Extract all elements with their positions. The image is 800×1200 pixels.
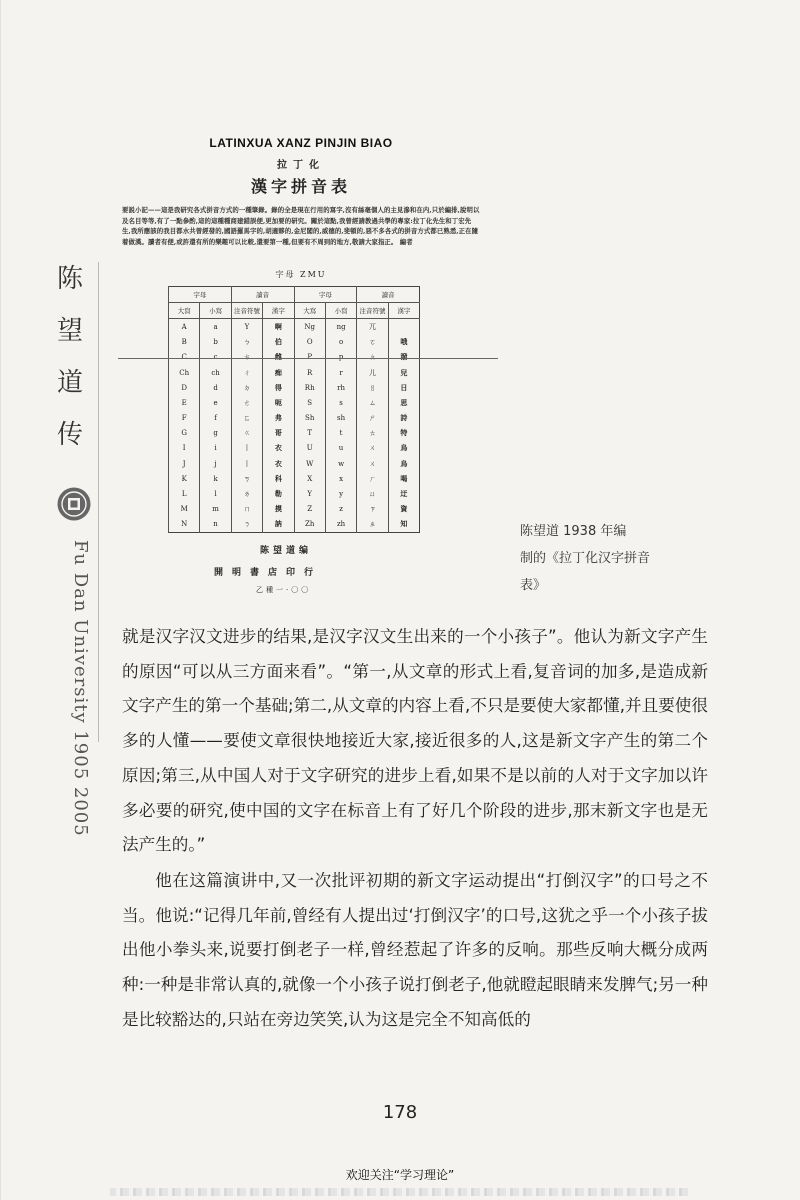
table-group-header: 讀音 bbox=[231, 287, 294, 303]
table-row bbox=[169, 395, 420, 410]
table-cell: zh bbox=[325, 517, 356, 533]
table-cell: 儿 bbox=[357, 365, 388, 380]
table-cell: 特 bbox=[388, 426, 419, 441]
table-cell: 兒 bbox=[388, 365, 419, 380]
table-cell: ㄓ bbox=[357, 517, 388, 533]
table-cell: i bbox=[200, 441, 231, 456]
table-cell: Rh bbox=[294, 380, 325, 395]
table-cell: U bbox=[294, 441, 325, 456]
table-cell: f bbox=[200, 411, 231, 426]
table-cell: s bbox=[325, 395, 356, 410]
latinxua-chart-figure bbox=[122, 136, 480, 606]
table-row bbox=[169, 411, 420, 426]
table-row bbox=[169, 319, 420, 335]
table-column-header-row bbox=[169, 303, 420, 319]
figure-publisher: 開明書店印行 bbox=[214, 568, 323, 578]
figure-caption bbox=[520, 518, 650, 599]
table-row bbox=[169, 471, 420, 486]
table-cell: 日 bbox=[388, 380, 419, 395]
table-cell: g bbox=[200, 426, 231, 441]
table-cell: G bbox=[169, 426, 200, 441]
alphabet-table-body bbox=[169, 319, 420, 533]
table-cell: J bbox=[169, 456, 200, 471]
table-cell: ㄅ bbox=[231, 335, 262, 350]
table-cell: ㄍ bbox=[231, 426, 262, 441]
table-cell: A bbox=[169, 319, 200, 335]
table-row bbox=[169, 380, 420, 395]
table-cell: 勒 bbox=[263, 486, 294, 501]
table-cell: sh bbox=[325, 411, 356, 426]
table-cell: ㄏ bbox=[357, 471, 388, 486]
table-cell: ㄊ bbox=[357, 426, 388, 441]
table-cell: ㄖ bbox=[357, 380, 388, 395]
table-row bbox=[169, 426, 420, 441]
table-row bbox=[169, 335, 420, 350]
table-cell: 痴 bbox=[263, 365, 294, 380]
table-cell: T bbox=[294, 426, 325, 441]
table-cell: 弗 bbox=[263, 411, 294, 426]
table-cell: 思 bbox=[388, 395, 419, 410]
table-cell: M bbox=[169, 502, 200, 517]
table-cell: 詩 bbox=[388, 411, 419, 426]
side-title-char: 道 bbox=[56, 368, 83, 398]
table-cell: 得 bbox=[263, 380, 294, 395]
table-cell: Zh bbox=[294, 517, 325, 533]
side-title-char: 传 bbox=[56, 420, 83, 450]
table-cell: n bbox=[200, 517, 231, 533]
table-cell: C bbox=[169, 350, 200, 365]
table-column-header: 小寫 bbox=[325, 303, 356, 319]
table-cell: m bbox=[200, 502, 231, 517]
table-cell: ㄋ bbox=[231, 517, 262, 533]
table-row bbox=[169, 456, 420, 471]
page-number: 178 bbox=[382, 1102, 418, 1123]
table-cell: Y bbox=[231, 319, 262, 335]
side-title-char: 望 bbox=[56, 316, 83, 346]
table-row bbox=[169, 365, 420, 380]
figure-editor: 陈望道编 bbox=[260, 546, 313, 556]
table-cell: a bbox=[200, 319, 231, 335]
table-cell: y bbox=[325, 486, 356, 501]
table-cell: Sh bbox=[294, 411, 325, 426]
table-cell: ㄔ bbox=[231, 365, 262, 380]
table-cell: w bbox=[325, 456, 356, 471]
table-cell: ㄉ bbox=[231, 380, 262, 395]
table-cell: u bbox=[325, 441, 356, 456]
table-row bbox=[169, 441, 420, 456]
table-row bbox=[169, 502, 420, 517]
table-cell: ㄩ bbox=[357, 486, 388, 501]
table-cell: p bbox=[325, 350, 356, 365]
table-cell: ㄌ bbox=[231, 486, 262, 501]
table-cell: I bbox=[169, 441, 200, 456]
body-paragraph: 就是汉字汉文进步的结果,是汉字汉文生出来的一个小孩子”。他认为新文字产生的原因“可以从三方面来看”。“第一,从文章的形式上看,复音词的加多,是造成新文字产生的第一个基础;第二,从文章的内容上看,不只是要使大家都懂,并且要使很多的人懂——要使文章很快地接近大家,接近很多的人,这是新文字产生的第二个原因;第三,从中国人对于文字研究的进步上看,如果不是以前的人对于文字加以许多必要的研究,使中国的文字在标音上有了好几个阶段的进步,那末新文字也是无法产生的。” bbox=[122, 627, 708, 855]
table-group-header-row bbox=[169, 287, 420, 303]
table-cell: 伯 bbox=[263, 335, 294, 350]
table-cell: 潑 bbox=[388, 350, 419, 365]
table-cell: ㄨ bbox=[357, 441, 388, 456]
table-cell: Y bbox=[294, 486, 325, 501]
table-cell: ㄇ bbox=[231, 502, 262, 517]
table-cell: D bbox=[169, 380, 200, 395]
fudan-seal-icon bbox=[56, 486, 92, 522]
table-cell: Z bbox=[294, 502, 325, 517]
figure-intro-text bbox=[122, 205, 480, 267]
table-cell: 呃 bbox=[263, 395, 294, 410]
table-cell: ㄆ bbox=[357, 350, 388, 365]
table-column-header: 小寫 bbox=[200, 303, 231, 319]
table-cell: Ch bbox=[169, 365, 200, 380]
table-cell: ng bbox=[325, 319, 356, 335]
table-cell: 兀 bbox=[357, 319, 388, 335]
table-column-header: 漢字 bbox=[388, 303, 419, 319]
table-cell: 訥 bbox=[263, 517, 294, 533]
table-cell: 資 bbox=[388, 502, 419, 517]
table-cell: R bbox=[294, 365, 325, 380]
table-cell: 科 bbox=[263, 471, 294, 486]
table-row bbox=[169, 517, 420, 533]
table-column-header: 漢字 bbox=[263, 303, 294, 319]
table-cell bbox=[388, 319, 419, 335]
table-cell: o bbox=[325, 335, 356, 350]
table-column-header: 注音符號 bbox=[357, 303, 388, 319]
side-university-text: Fu Dan University 1905 2005 bbox=[70, 540, 91, 837]
table-cell: ㄜ bbox=[231, 395, 262, 410]
figure-intro-body: 要説小記——這是我研究各式拼音方式的一種筆錄。錄的全是現在行用的寫字,沒有絲毫個人的主見滲和在内,只於編排,說明以及名目等等,有了一點參酌,這的這種種商建錯誤便,更加要的研究。關於這點,我曾經請教過共學的專家:拉丁化先生和丁宏先生,我所應該的我目都水共曾經發的,國語羅馬字的,胡適夥的,金尼閣的,威德的,斐頓的,惡不多各式的拼音方式都已熟悉,正在隨着做漢。讀者有便,或許還有所的樂趣可以比較,還要第一種,但要有不周到的地方,敬請大家指正。 bbox=[122, 206, 480, 246]
table-cell: t bbox=[325, 426, 356, 441]
table-cell: 烏 bbox=[388, 456, 419, 471]
table-cell: b bbox=[200, 335, 231, 350]
caption-line: 表》 bbox=[520, 578, 547, 593]
table-cell: ㄗ bbox=[357, 502, 388, 517]
table-cell: 雌 bbox=[263, 350, 294, 365]
table-group-header: 字母 bbox=[169, 287, 232, 303]
table-cell: 迂 bbox=[388, 486, 419, 501]
table-cell: ch bbox=[200, 365, 231, 380]
figure-table-subhead: 字母 ZMU bbox=[275, 270, 327, 279]
table-cell: P bbox=[294, 350, 325, 365]
table-cell: 喝 bbox=[388, 471, 419, 486]
table-cell: 知 bbox=[388, 517, 419, 533]
table-cell: k bbox=[200, 471, 231, 486]
table-group-header: 字母 bbox=[294, 287, 357, 303]
table-cell: 衣 bbox=[263, 456, 294, 471]
table-cell: E bbox=[169, 395, 200, 410]
table-column-header: 注音符號 bbox=[231, 303, 262, 319]
figure-title-roman: LATINXUA XANZ PINJIN BIAO bbox=[209, 136, 393, 150]
table-row bbox=[169, 486, 420, 501]
table-cell: d bbox=[200, 380, 231, 395]
caption-line: 陈望道 1938 年编 bbox=[520, 524, 627, 539]
body-text bbox=[122, 620, 708, 1037]
table-cell: X bbox=[294, 471, 325, 486]
table-cell: z bbox=[325, 502, 356, 517]
table-cell: c bbox=[200, 350, 231, 365]
table-cell: S bbox=[294, 395, 325, 410]
table-cell: ㄨ bbox=[357, 456, 388, 471]
figure-title-small: 拉丁化 bbox=[277, 160, 325, 171]
table-cell: ㄈ bbox=[231, 411, 262, 426]
table-cell: rh bbox=[325, 380, 356, 395]
table-cell: j bbox=[200, 456, 231, 471]
table-cell: 丨 bbox=[231, 441, 262, 456]
table-cell: x bbox=[325, 471, 356, 486]
table-cell: Ng bbox=[294, 319, 325, 335]
table-cell: N bbox=[169, 517, 200, 533]
scan-artifact-bar bbox=[110, 1188, 690, 1196]
figure-title-main: 漢字拼音表 bbox=[250, 177, 351, 196]
table-cell: r bbox=[325, 365, 356, 380]
body-paragraph: 他在这篇演讲中,又一次批评初期的新文字运动提出“打倒汉字”的口号之不当。他说:“记得几年前,曾经有人提出过‘打倒汉字’的口号,这犹之乎一个小孩子拔出他小拳头来,说要打倒老子一样,曾经惹起了许多的反响。那些反响大概分成两种:一种是非常认真的,就像一个小孩子说打倒老子,他就瞪起眼睛来发脾气;另一种是比较豁达的,只站在旁边笑笑,认为这是完全不知高低的 bbox=[122, 870, 708, 1029]
table-cell: 烏 bbox=[388, 441, 419, 456]
table-cell: ㄘ bbox=[231, 350, 262, 365]
scan-fold-line bbox=[118, 358, 498, 359]
table-cell: ㄛ bbox=[357, 335, 388, 350]
table-cell: 哦 bbox=[388, 335, 419, 350]
figure-footer bbox=[122, 533, 480, 603]
figure-price-code: 乙種一·〇〇 bbox=[256, 586, 312, 594]
table-cell: F bbox=[169, 411, 200, 426]
alphabet-table bbox=[168, 286, 420, 533]
figure-intro-signature: 編者 bbox=[399, 237, 413, 246]
table-cell: 啊 bbox=[263, 319, 294, 335]
table-cell: ㄎ bbox=[231, 471, 262, 486]
side-title-char: 陈 bbox=[56, 264, 83, 294]
table-cell: 丨 bbox=[231, 456, 262, 471]
caption-line: 制的《拉丁化汉字拼音 bbox=[520, 551, 651, 566]
table-cell: W bbox=[294, 456, 325, 471]
table-cell: B bbox=[169, 335, 200, 350]
table-cell: ㄙ bbox=[357, 395, 388, 410]
table-cell: 摸 bbox=[263, 502, 294, 517]
table-cell: K bbox=[169, 471, 200, 486]
table-cell: L bbox=[169, 486, 200, 501]
table-cell: 哥 bbox=[263, 426, 294, 441]
footer-note: 欢迎关注“学习理论” bbox=[345, 1168, 455, 1182]
table-column-header: 大寫 bbox=[294, 303, 325, 319]
side-book-title bbox=[50, 266, 90, 474]
table-cell: e bbox=[200, 395, 231, 410]
table-cell: 衣 bbox=[263, 441, 294, 456]
table-cell: O bbox=[294, 335, 325, 350]
table-group-header: 讀音 bbox=[357, 287, 420, 303]
table-cell: ㄕ bbox=[357, 411, 388, 426]
table-column-header: 大寫 bbox=[169, 303, 200, 319]
table-cell: l bbox=[200, 486, 231, 501]
